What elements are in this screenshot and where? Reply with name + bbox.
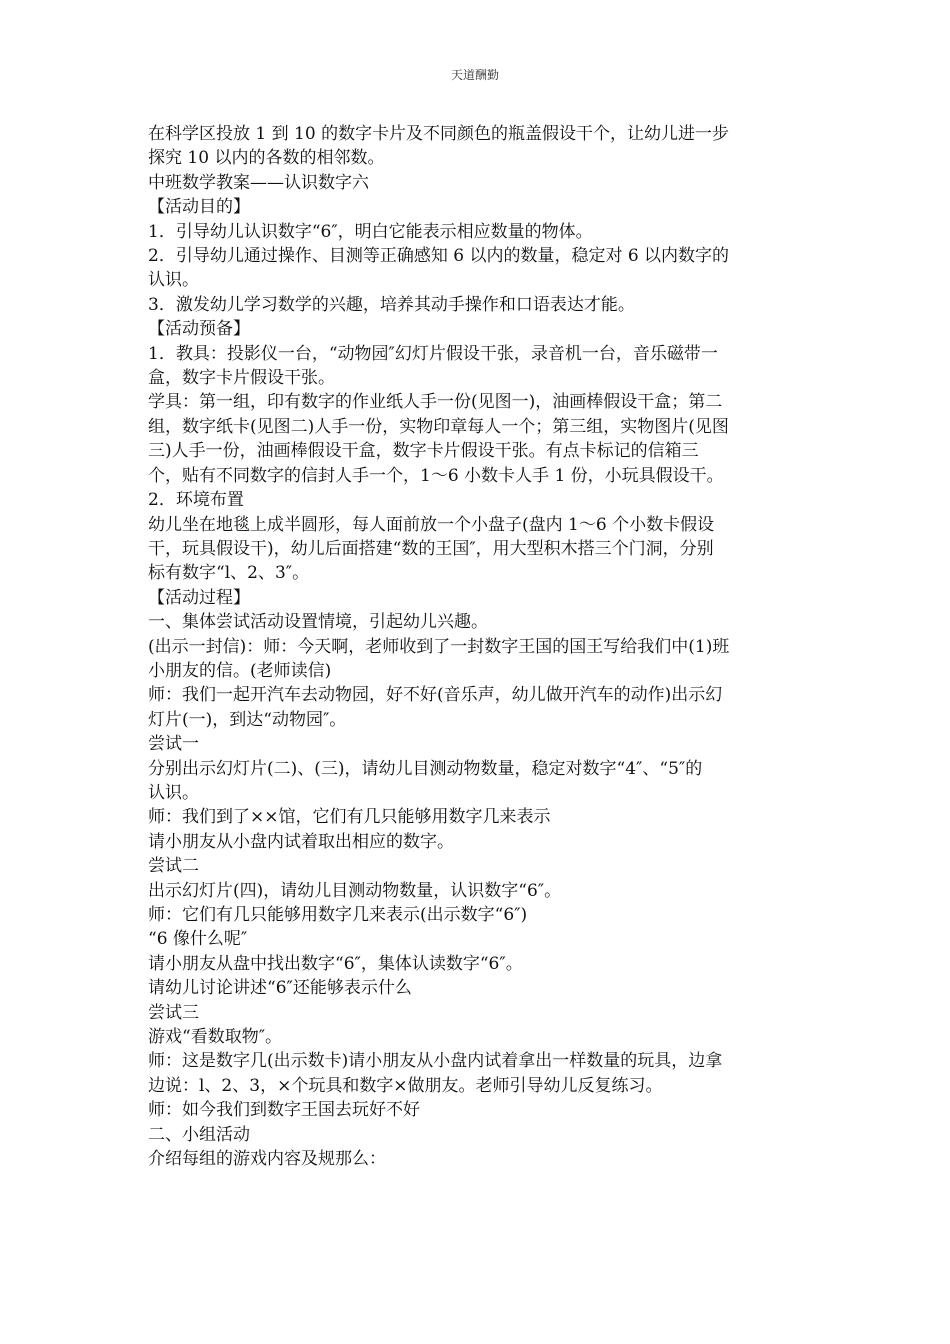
section-heading: 【活动预备】	[148, 319, 250, 340]
text-line: 认识。	[148, 782, 199, 803]
section-title: 中班数学教案——认识数字六	[148, 172, 369, 193]
text-line: 学具：第一组，印有数字的作业纸人手一份(见图一)，油画棒假设干盒；第二	[148, 392, 723, 413]
text-line: 请幼儿讨论讲述“6″还能够表示什么	[148, 978, 412, 999]
section-heading: 【活动过程】	[148, 587, 250, 608]
text-line: 师：我们到了××馆，它们有几只能够用数字几来表示	[148, 807, 551, 828]
text-line: 分别出示幻灯片(二)、(三)，请幼儿目测动物数量，稳定对数字“4″、“5″的	[148, 758, 703, 779]
text-line: 3．激发幼儿学习数学的兴趣，培养其动手操作和口语表达才能。	[148, 294, 635, 315]
text-line: 小朋友的信。(老师读信)	[148, 660, 332, 681]
text-line: 盒，数字卡片假设干张。	[148, 368, 335, 389]
text-line: 尝试一	[148, 734, 199, 755]
text-line: 标有数字“l、2、3″。	[148, 563, 310, 584]
document-body	[148, 122, 808, 1171]
text-line: 介绍每组的游戏内容及规那么：	[148, 1149, 386, 1170]
text-line: 二、小组活动	[148, 1124, 250, 1145]
text-line: “6 像什么呢″	[148, 929, 248, 950]
page-header: 天道酬勤	[450, 68, 499, 82]
text-line: 1．引导幼儿认识数字“6″，明白它能表示相应数量的物体。	[148, 221, 593, 242]
text-line: 幼儿坐在地毯上成半圆形，每人面前放一个小盘子(盘内 1～6 个小数卡假设	[148, 514, 715, 535]
text-line: 在科学区投放 1 到 10 的数字卡片及不同颜色的瓶盖假设干个，让幼儿进一步	[148, 124, 730, 144]
text-line: 三)人手一份，油画棒假设干盒，数字卡片假设干张。有点卡标记的信箱三	[148, 441, 699, 462]
text-line: (出示一封信)：师：今天啊，老师收到了一封数字王国的国王写给我们中(1)班	[148, 636, 730, 657]
text-line: 2．环境布置	[148, 490, 244, 511]
text-line: 一、集体尝试活动设置情境，引起幼儿兴趣。	[148, 612, 488, 633]
text-line: 2．引导幼儿通过操作、目测等正确感知 6 以内的数量，稳定对 6 以内数字的	[148, 246, 730, 267]
text-line: 师：如今我们到数字王国去玩好不好	[148, 1100, 420, 1121]
text-line: 认识。	[148, 270, 199, 291]
text-line: 尝试二	[148, 856, 199, 877]
section-heading: 【活动目的】	[148, 197, 250, 218]
text-line: 师：它们有几只能够用数字几来表示(出示数字“6″)	[148, 905, 528, 925]
text-line: 边说：l、2、3，×个玩具和数字×做朋友。老师引导幼儿反复练习。	[148, 1075, 663, 1096]
text-line: 干，玩具假设干)，幼儿后面搭建“数的王国″，用大型积木搭三个门洞，分别	[148, 538, 714, 559]
text-line: 灯片(一)，到达“动物园″。	[148, 709, 347, 730]
text-line: 1．教具：投影仪一台，“动物园″幻灯片假设干张，录音机一台，音乐磁带一	[148, 343, 718, 364]
text-line: 探究 10 以内的各数的相邻数。	[148, 148, 385, 169]
text-line: 师：我们一起开汽车去动物园，好不好(音乐声，幼儿做开汽车的动作)出示幻	[148, 685, 723, 706]
text-line: 个，贴有不同数字的信封人手一个，1～6 小数卡人手 1 份，小玩具假设干。	[148, 465, 724, 486]
text-line: 请小朋友从小盘内试着取出相应的数字。	[148, 831, 454, 852]
text-line: 师：这是数字几(出示数卡)请小朋友从小盘内试着拿出一样数量的玩具，边拿	[148, 1051, 723, 1072]
text-line: 尝试三	[148, 1002, 199, 1023]
text-line: 出示幻灯片(四)，请幼儿目测动物数量，认识数字“6″。	[148, 880, 562, 901]
text-line: 组，数字纸卡(见图二)人手一份，实物印章每人一个；第三组，实物图片(见图	[148, 416, 729, 437]
text-line: 游戏“看数取物″。	[148, 1027, 283, 1048]
text-line: 请小朋友从盘中找出数字“6″，集体认读数字“6″。	[148, 953, 523, 974]
